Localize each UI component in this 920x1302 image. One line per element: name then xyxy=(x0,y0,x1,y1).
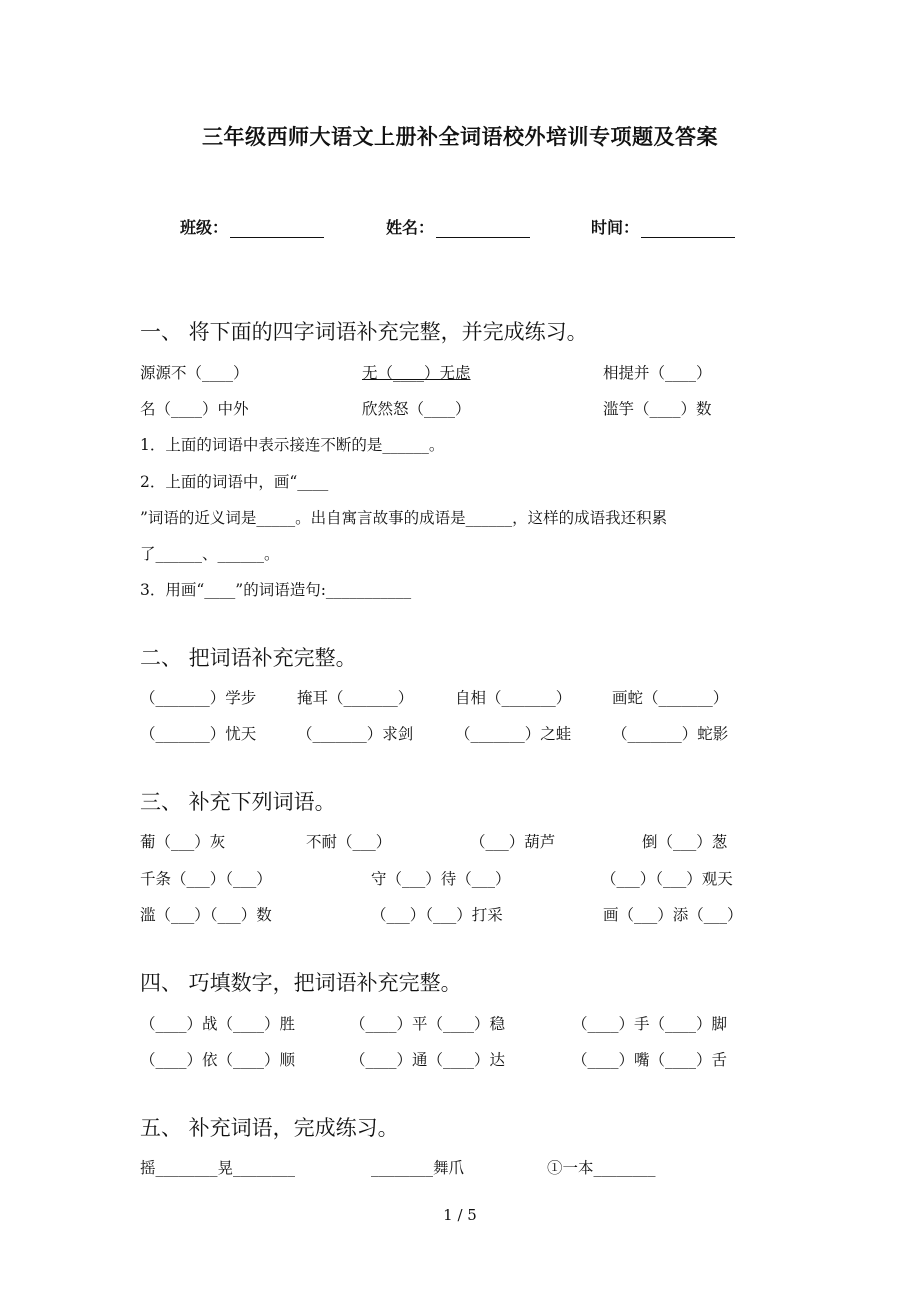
class-label: 班级： xyxy=(180,218,229,237)
s5-item: ①一本________ xyxy=(547,1159,656,1177)
s4-item: （____）依（____）顺 xyxy=(140,1051,296,1069)
section-4-heading: 四、 巧填数字，把词语补充完整。 xyxy=(140,971,462,995)
s3-item: 不耐（___） xyxy=(306,833,392,851)
s1-item: 欣然怒（____） xyxy=(362,400,471,418)
s3-item: 滥（___）（___）数 xyxy=(140,906,272,924)
s3-item: 倒（___）葱 xyxy=(642,833,728,851)
s4-item: （____）手（____）脚 xyxy=(572,1015,728,1033)
s1-item: 无（____）无虑 xyxy=(362,364,471,382)
s3-item: 葡（___）灰 xyxy=(140,833,226,851)
page-number: 1 / 5 xyxy=(443,1206,477,1224)
s2-item: （_______）求剑 xyxy=(297,725,414,743)
section-2-heading: 二、 把词语补充完整。 xyxy=(140,646,357,670)
class-field xyxy=(180,215,324,238)
s2-item: （_______）学步 xyxy=(140,689,257,707)
s4-item: （____）嘴（____）舌 xyxy=(572,1051,728,1069)
s3-item: 画（___）添（___） xyxy=(603,906,743,924)
s3-item: 千条（___）（___） xyxy=(140,870,272,888)
s1-item: 源源不（____） xyxy=(140,364,249,382)
s2-item: 画蛇（_______） xyxy=(612,689,729,707)
s1-item: 相提并（____） xyxy=(603,364,712,382)
name-label: 姓名： xyxy=(386,218,435,237)
s4-item: （____）战（____）胜 xyxy=(140,1015,296,1033)
s2-item: （_______）之蛙 xyxy=(455,725,572,743)
s1-question-2c: 了______、______。 xyxy=(140,545,280,563)
s2-item: （_______）蛇影 xyxy=(612,725,729,743)
name-field xyxy=(386,215,530,238)
s1-question-3: 3．用画“____”的词语造句:___________ xyxy=(140,581,412,599)
s3-item: 守（___）待（___） xyxy=(371,870,511,888)
s2-item: 自相（_______） xyxy=(455,689,572,707)
s2-item: 掩耳（_______） xyxy=(297,689,414,707)
class-blank[interactable] xyxy=(230,219,324,238)
s4-item: （____）通（____）达 xyxy=(350,1051,506,1069)
s3-item: （___）（___）打采 xyxy=(371,906,503,924)
page-title: 三年级西师大语文上册补全词语校外培训专项题及答案 xyxy=(202,124,718,149)
s1-question-2b: ”词语的近义词是_____。出自寓言故事的成语是______，这样的成语我还积累 xyxy=(140,509,668,527)
s5-item: 摇________晃________ xyxy=(140,1159,296,1177)
time-blank[interactable] xyxy=(641,219,735,238)
s1-question-2a: 2．上面的词语中，画“____ xyxy=(140,473,329,491)
s5-item: ________舞爪 xyxy=(371,1159,465,1177)
s1-item: 滥竽（____）数 xyxy=(603,400,712,418)
time-label: 时间： xyxy=(591,218,640,237)
s1-question-1: 1．上面的词语中表示接连不断的是______。 xyxy=(140,436,445,454)
section-3-heading: 三、 补充下列词语。 xyxy=(140,790,336,814)
name-blank[interactable] xyxy=(436,219,530,238)
s2-item: （_______）忧天 xyxy=(140,725,257,743)
section-5-heading: 五、 补充词语，完成练习。 xyxy=(140,1116,399,1140)
s3-item: （___）葫芦 xyxy=(470,833,556,851)
s3-item: （___）（___）观天 xyxy=(601,870,733,888)
section-1-heading: 一、 将下面的四字词语补充完整，并完成练习。 xyxy=(140,320,588,344)
s1-item: 名（____）中外 xyxy=(140,400,249,418)
time-field xyxy=(591,215,735,238)
s4-item: （____）平（____）稳 xyxy=(350,1015,506,1033)
